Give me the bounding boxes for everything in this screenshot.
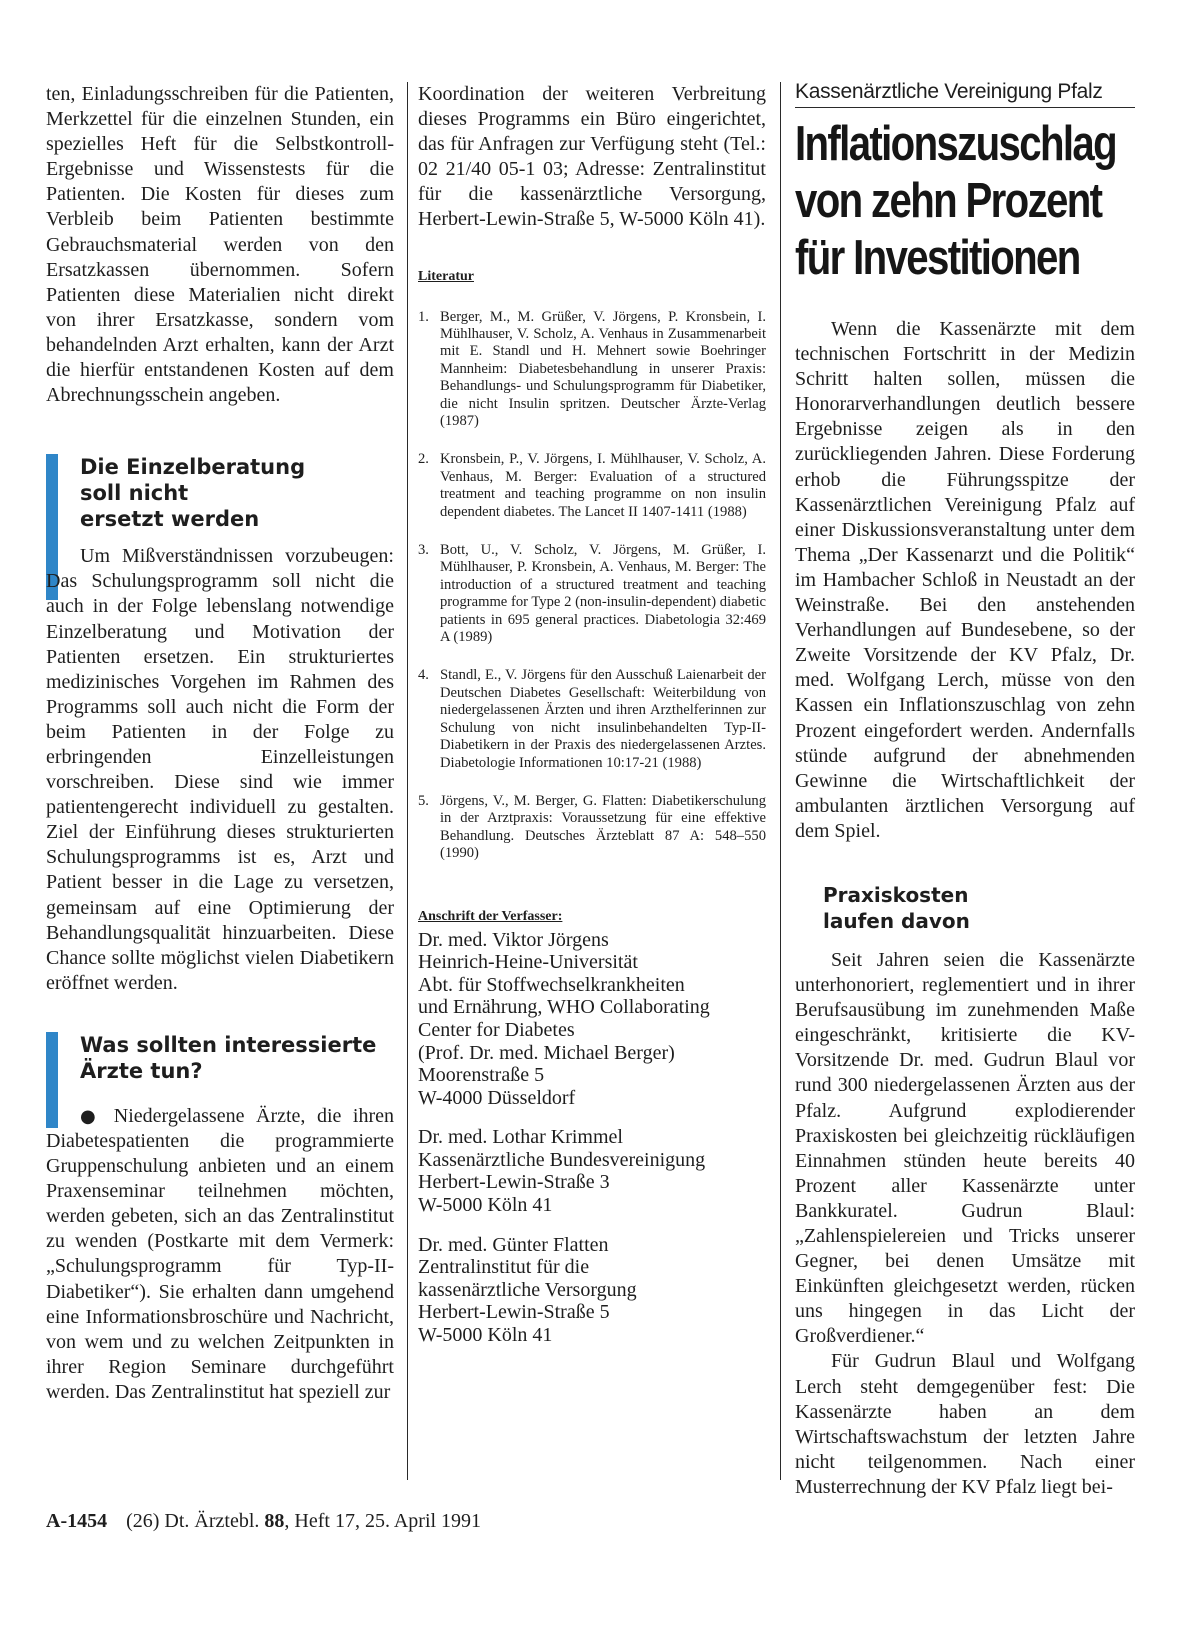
subheading: Praxiskosten laufen davon xyxy=(823,882,970,933)
reference-item xyxy=(418,667,766,771)
address-line: kassenärztliche Versorgung xyxy=(418,1278,637,1301)
article-kicker: Kassenärztliche Vereinigung Pfalz xyxy=(795,80,1135,108)
bullet-icon: ● xyxy=(80,1105,103,1127)
address-line: (Prof. Dr. med. Michael Berger) xyxy=(418,1041,675,1064)
address-line: und Ernährung, WHO Collaborating xyxy=(418,996,710,1019)
section-heading: Was sollten interessierte Ärzte tun? xyxy=(80,1032,377,1083)
reference-text: Berger, M., M. Grüßer, V. Jörgens, P. Kronsbein, I. Mühlhauser, V. Scholz, A. Venhaus in Zusammenarbeit mit E. Standl und H. Mehnert sowie Boehringer Mannheim: Diabetesbehandlung in unserer Praxis: Behandlungs- und Schulungsprogramm für Diabetiker, die nicht Insulin spritzen. Deutscher Ärzte-Verlag (1987) xyxy=(440,308,766,429)
body-paragraph: Wenn die Kassenärzte mit dem technischen Fortschritt in der Medizin Schritt halten sollen, müssen die Honorarverhandlungen deutlich bessere Ergebnisse zeigen als in den zurückliegenden Jahren. Diese Forderung erhob die Führungsspitze der Kassenärztlichen Vereinigung Pfalz auf einer Diskussionsveranstaltung unter dem Thema „Der Kassenarzt und die Politik“ im Hambacher Schloß in Neustadt an der Weinstraße. Bei den anstehenden Verhandlungen auf Bundesebene, so der Zweite Vorsitzende der KV Pfalz, Dr. med. Wolfgang Lerch, müsse von den Kassen ein Inflationszuschlag von zehn Prozent eingefordert werden. Andernfalls stünde aufgrund der abnehmenden Gewinne die Wirtschaftlichkeit der ambulanten ärztlichen Versorgung auf dem Spiel. xyxy=(795,318,1135,842)
address-line: W-5000 Köln 41 xyxy=(418,1324,553,1347)
volume-number: 88 xyxy=(264,1510,285,1532)
address-line: Dr. med. Lothar Krimmel xyxy=(418,1126,623,1149)
body-paragraph: Koordination der weiteren Verbreitung dieses Programms ein Büro eingerichtet, das für Anfragen zur Verfügung steht (Tel.: 02 21/40 05-1 03; Adresse: Zentralinstitut für die kassenärztliche Versorgung, Herbert-Lewin-Straße 5, W-5000 Köln 41). xyxy=(418,83,766,231)
column-3 xyxy=(795,82,1135,1500)
section-heading: Die Einzelberatung soll nicht ersetzt werden xyxy=(80,455,306,532)
address-line: W-4000 Düsseldorf xyxy=(418,1086,576,1109)
article-headline: Inflationszuschlag von zehn Prozent für Investitionen xyxy=(795,117,1116,285)
reference-text: Kronsbein, P., V. Jörgens, I. Mühlhauser, V. Scholz, A. Venhaus, M. Berger: Evaluation of a structured treatment and teaching programme on non insulin dependent diabetes. The Lancet II 1407-1411 (1988) xyxy=(440,451,766,520)
page-footer xyxy=(46,1510,481,1533)
reference-text: Bott, U., V. Scholz, V. Jörgens, M. Grüßer, I. Mühlhauser, P. Kronsbein, A. Venhaus, M. Berger: The introduction of a structured treatment and teaching programme for Type 2 (non-insulin-dependent) diabetic patients in 695 general practices. Diabetologia 32:469 A (1989) xyxy=(440,542,766,646)
column-rule-right xyxy=(780,82,781,1480)
column-2 xyxy=(418,82,766,1364)
literature-heading: Literatur xyxy=(418,268,474,284)
body-paragraph: ● Niedergelassene Ärzte, die ihren Diabetespatienten die programmierte Gruppenschulung anbieten und an einem Praxenseminar teilnehmen möchten, werden gebeten, sich an das Zentralinstitut zu wenden (Postkarte mit dem Vermerk: „Schulungsprogramm für Typ-II-Diabetiker“). Sie erhalten dann umgehend eine Informationsbroschüre und Nachricht, von wem und zu welchen Zeitpunkten in ihrer Region Seminare durchgeführt werden. Das Zentralinstitut hat speziell zur xyxy=(46,1104,394,1403)
address-line: Kassenärztliche Bundesvereinigung xyxy=(418,1148,706,1171)
reference-number: 3. xyxy=(418,542,429,559)
reference-number: 4. xyxy=(418,667,429,684)
reference-text: Jörgens, V., M. Berger, G. Flatten: Diabetikerschulung in der Arztpraxis: Voraussetzung für eine effektive Behandlung. Deutsches Ärzteblatt 87 A: 548–550 (1990) xyxy=(440,792,766,862)
journal-citation: (26) Dt. Ärztebl. xyxy=(126,1510,260,1532)
column-rule-left xyxy=(407,82,408,1480)
address-line: Moorenstraße 5 xyxy=(418,1064,545,1087)
column-1 xyxy=(46,82,394,1405)
address-line: Center for Diabetes xyxy=(418,1018,575,1041)
page-number: A-1454 xyxy=(46,1510,108,1532)
reference-number: 5. xyxy=(418,792,429,809)
author-addresses xyxy=(418,929,766,1347)
body-paragraph: ten, Einladungsschreiben für die Patienten, Merkzettel für die einzelnen Stunden, ein spezielles Heft für die Selbstkontroll-Ergebnisse und Wissenstests für die Patienten. Die Kosten für dieses zum Verbleib beim Patienten bestimmte Gebrauchsmaterial werden von den Ersatzkassen übernommen. Sofern Patienten diese Materialien nicht direkt von ihrer Ersatzkasse, sondern vom behandelnden Arzt erhalten, kann der Arzt die hierfür entstandenen Kosten auf dem Abrechnungsschein angeben. xyxy=(46,83,394,407)
address-line: Dr. med. Viktor Jörgens xyxy=(418,928,609,951)
reference-item xyxy=(418,451,766,521)
address-line: W-5000 Köln 41 xyxy=(418,1194,553,1217)
reference-item xyxy=(418,542,766,646)
address-line: Zentralinstitut für die xyxy=(418,1256,590,1279)
reference-item xyxy=(418,793,766,863)
reference-number: 2. xyxy=(418,451,429,468)
issue-date: , Heft 17, 25. April 1991 xyxy=(284,1510,482,1532)
address-line: Dr. med. Günter Flatten xyxy=(418,1233,609,1256)
reference-list xyxy=(418,309,766,863)
address-block xyxy=(418,1234,766,1347)
address-block xyxy=(418,929,766,1110)
body-paragraph: Um Mißverständnissen vorzubeugen: Das Schulungsprogramm soll nicht die auch in der Folge lebenslang notwendige Einzelberatung und Motivation der Patienten ersetzen. Ein strukturiertes medizinisches Vorgehen im Rahmen des Programms soll auch nicht die Form der beim Patienten in der Folge zu erbringenden Einzelleistungen vorschreiben. Diese sind wie immer patientengerecht individuell zu gestalten. Ziel der Einführung dieses strukturierten Schulungsprogramms ist es, Arzt und Patient besser in die Lage zu versetzen, gemeinsam auf eine Optimierung der Behandlungsqualität hinzuarbeiten. Diese Chance sollte möglichst vielen Diabetikern eröffnet werden. xyxy=(46,545,394,994)
reference-item xyxy=(418,309,766,431)
body-paragraph: Für Gudrun Blaul und Wolfgang Lerch steht demgegenüber fest: Die Kassenärzte haben an dem Wirtschaftswachstum der letzten Jahre nicht teilgenommen. Nach einer Musterrechnung der KV Pfalz liegt bei- xyxy=(795,1350,1135,1498)
address-line: Abt. für Stoffwechselkrankheiten xyxy=(418,973,685,996)
address-heading: Anschrift der Verfasser: xyxy=(418,908,563,924)
accent-bar xyxy=(46,1032,58,1128)
address-line: Heinrich-Heine-Universität xyxy=(418,951,638,974)
body-paragraph: Seit Jahren seien die Kassenärzte unterhonoriert, reglementiert und in ihrer Berufsausübung im zunehmenden Maße eingeschränkt, kritisierte die KV-Vorsitzende Dr. med. Gudrun Blaul vor rund 300 niedergelassenen Ärzten aus der Pfalz. Aufgrund explodierender Praxiskosten bei gleichzeitig rückläufigen Einnahmen stünden heute bereits 40 Prozent aller Kassenärzte unter Bankkuratel. Gudrun Blaul: „Zahlenspielereien und Tricks unserer Gegner, bei denen Umsätze mit Einkünften gleichgesetzt werden, rücken uns hingegen in das Licht der Großverdiener.“ xyxy=(795,948,1135,1348)
address-line: Herbert-Lewin-Straße 5 xyxy=(418,1301,610,1324)
address-block xyxy=(418,1126,766,1216)
reference-number: 1. xyxy=(418,308,429,325)
address-line: Herbert-Lewin-Straße 3 xyxy=(418,1171,610,1194)
reference-text: Standl, E., V. Jörgens für den Ausschuß Laienarbeit der Deutschen Diabetes Gesellschaft: Weiterbildung von niedergelassenen Ärzten und ihren Arzthelferinnen zur Schulung von nicht insulinbehandelten Typ-II-Diabetikern in der Praxis des niedergelassenen Arztes. Diabetologie Informationen 10:17-21 (1988) xyxy=(440,667,766,771)
